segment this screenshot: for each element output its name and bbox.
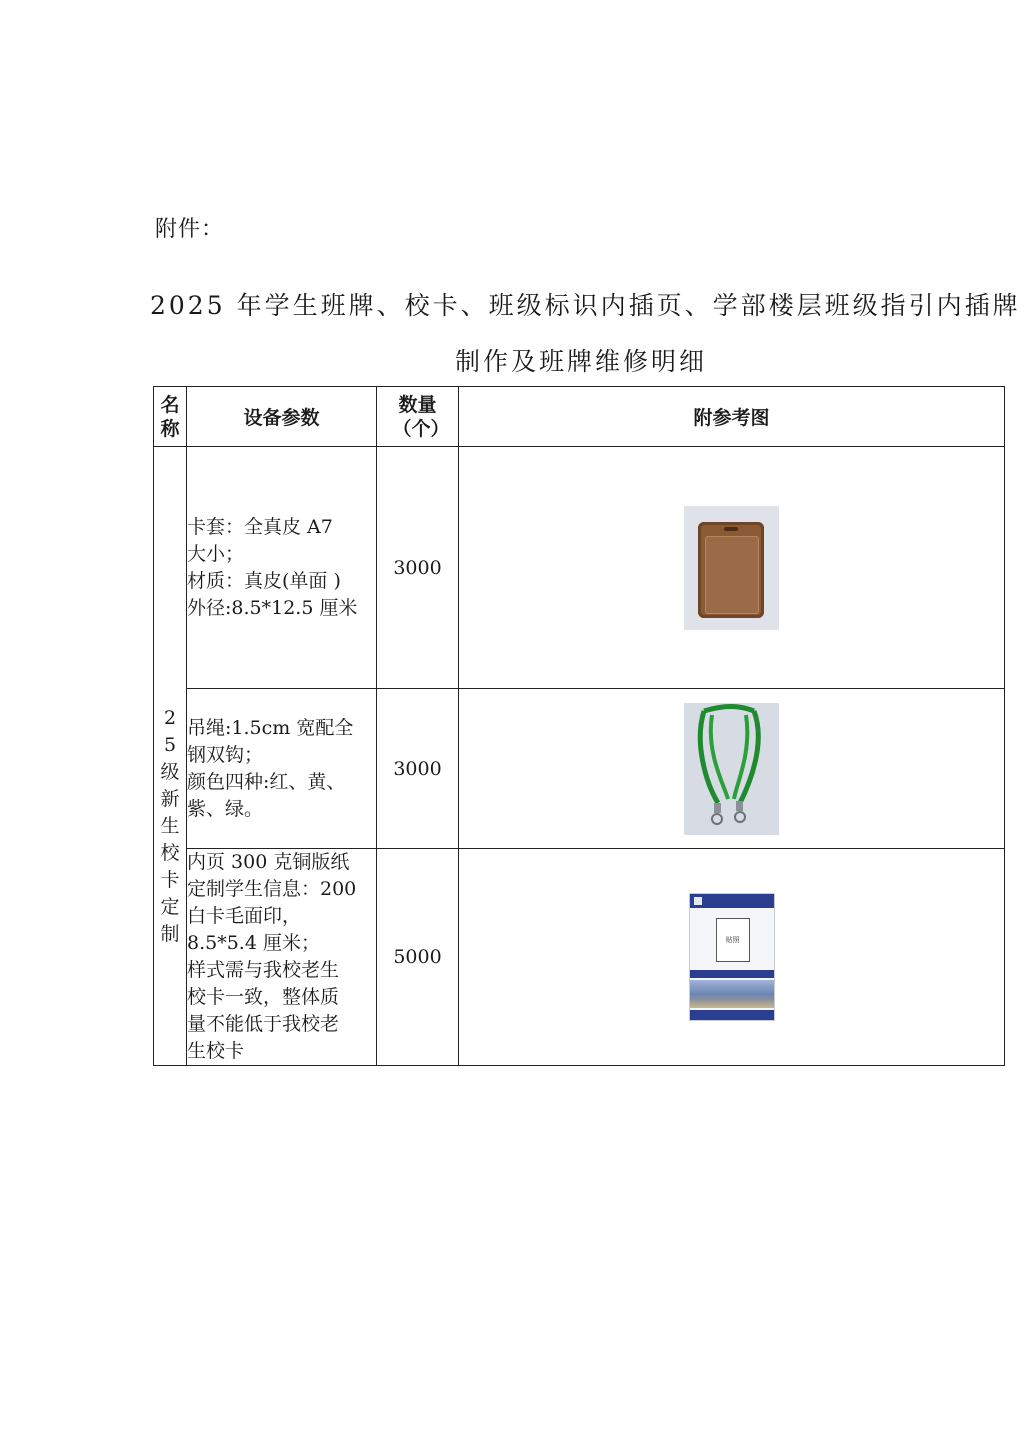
table-header-row [154,387,1005,447]
quantity-cell: 3000 [377,447,459,689]
card-holder-image [684,506,779,630]
document-title-line1: 2025 年学生班牌、校卡、班级标识内插页、学部楼层班级指引内插牌 [150,291,1021,320]
param-line: 内页 300 克铜版纸 [187,851,350,873]
param-line: 卡套：全真皮 A7 [187,515,333,538]
param-line: 钢双钩； [187,743,264,766]
param-line: 大小； [187,542,245,565]
param-line: 外径:8.5*12.5 厘米 [187,596,358,619]
param-line: 颜色四种:红、黄、 [187,770,346,793]
param-line: 紫、绿。 [187,797,264,820]
photo-placeholder: 贴照 [716,918,750,962]
param-line: 白卡毛面印， [187,905,302,927]
header-reference: 附参考图 [459,387,1005,447]
params-cell [187,689,377,849]
param-line: 材质：真皮(单面 ) [187,569,341,592]
params-cell [187,447,377,689]
param-line: 吊绳:1.5cm 宽配全 [187,716,354,739]
quantity-cell: 5000 [377,849,459,1066]
lanyard-image [684,703,779,835]
reference-image-cell [459,689,1005,849]
group-name-cell [154,447,187,1066]
param-line: 样式需与我校老生 [187,959,340,981]
details-table [153,386,1005,1066]
reference-image-cell [459,849,1005,1066]
table-row [154,447,1005,689]
param-line: 量不能低于我校老 [187,1013,340,1035]
param-line: 8.5*5.4 厘米； [187,932,320,954]
header-params: 设备参数 [187,387,377,447]
param-line: 定制学生信息：200 [187,878,357,900]
quantity-cell: 3000 [377,689,459,849]
param-line: 校卡一致，整体质 [187,986,340,1008]
group-name: 25级新生校卡定制 [160,706,180,945]
reference-image-cell [459,447,1005,689]
document-title-line2: 制作及班牌维修明细 [455,347,708,376]
header-name: 名称 [154,387,187,447]
student-card-insert-image [689,893,775,1021]
header-quantity: 数量（个） [377,387,459,447]
params-cell [187,849,377,1066]
table-row [154,849,1005,1066]
table-row [154,689,1005,849]
param-line: 生校卡 [187,1040,245,1062]
attachment-label: 附件： [155,217,225,242]
